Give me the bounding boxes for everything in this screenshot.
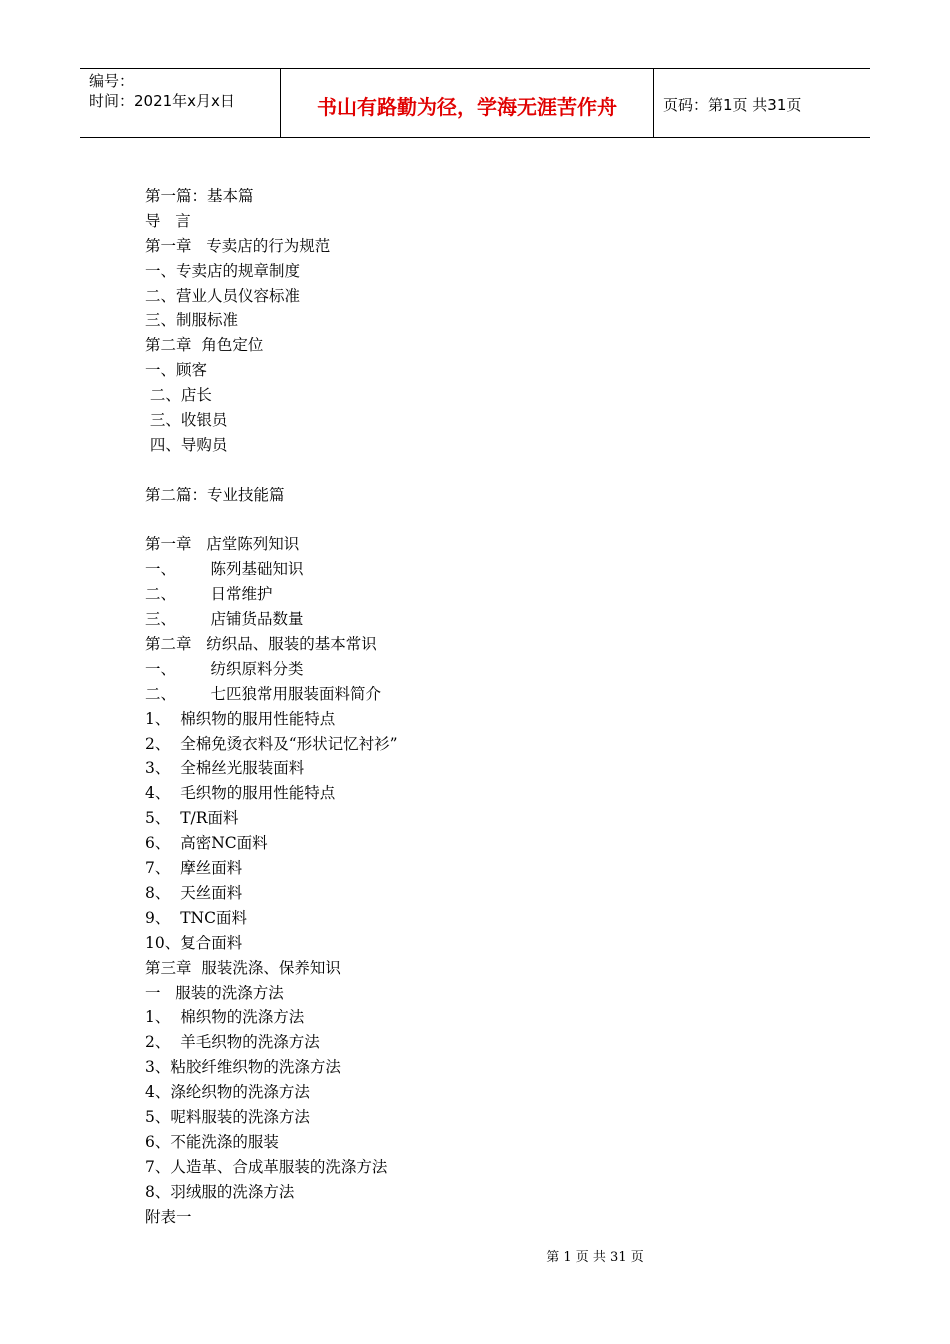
header-motto: 书山有路勤为径，学海无涯苦作舟	[317, 94, 617, 119]
toc-line: 第一篇：基本篇	[145, 187, 254, 205]
toc-line: 7、人造革、合成革服装的洗涤方法	[145, 1157, 388, 1176]
toc-line: 第二篇：专业技能篇	[145, 485, 285, 504]
toc-line: 第三章 服装洗涤、保养知识	[145, 958, 341, 977]
toc-line: 三、 店铺货品数量	[145, 610, 304, 629]
toc-line: 一、顾客	[145, 361, 208, 380]
toc-line: 二、营业人员仪容标准	[145, 286, 301, 305]
toc-line: 9、 TNC面料	[145, 908, 247, 927]
header-left-cell	[80, 69, 281, 137]
toc-line: 三、收银员	[145, 411, 228, 430]
toc-line: 3、 全棉丝光服装面料	[145, 759, 305, 778]
toc-line: 一、专卖店的规章制度	[145, 261, 301, 280]
toc-line: 四、导购员	[145, 435, 228, 454]
toc-line: 4、涤纶织物的洗涤方法	[145, 1083, 310, 1102]
toc-line: 第一章 专卖店的行为规范	[145, 236, 331, 255]
toc-line: 5、呢料服装的洗涤方法	[145, 1107, 310, 1126]
header-motto-cell	[281, 69, 654, 137]
toc-line: 附表一	[145, 1207, 192, 1226]
toc-line: 10、复合面料	[145, 933, 243, 952]
toc-line: 2、 全棉免烫衣料及“形状记忆衬衫”	[145, 734, 398, 753]
header-page-info: 页码：第1页 共31页	[663, 95, 802, 114]
header-page-cell	[654, 69, 870, 137]
toc-line: 1、 棉织物的洗涤方法	[145, 1008, 305, 1027]
table-of-contents	[145, 184, 795, 1229]
page-footer	[0, 1246, 950, 1265]
footer-page-number: 第 1 页 共 31 页	[546, 1250, 644, 1265]
toc-line: 1、 棉织物的服用性能特点	[145, 709, 336, 728]
toc-line: 一、 陈列基础知识	[145, 560, 304, 579]
toc-line: 第二章 纺织品、服装的基本常识	[145, 635, 377, 654]
toc-line: 6、 高密NC面料	[145, 834, 268, 853]
toc-line: 3、粘胶纤维织物的洗涤方法	[145, 1058, 341, 1077]
toc-line: 7、 摩丝面料	[145, 859, 243, 878]
toc-line: 二、 七匹狼常用服装面料简介	[145, 684, 381, 703]
toc-line: 导 言	[145, 211, 191, 230]
toc-line: 二、店长	[145, 386, 212, 405]
toc-line: 8、羽绒服的洗涤方法	[145, 1182, 295, 1201]
document-date-label: 时间：2021年x月x日	[89, 92, 235, 110]
toc-line: 6、不能洗涤的服装	[145, 1132, 279, 1151]
toc-line: 第二章 角色定位	[145, 336, 264, 355]
toc-line: 8、 天丝面料	[145, 883, 243, 902]
toc-line	[145, 508, 795, 533]
toc-line: 4、 毛织物的服用性能特点	[145, 784, 336, 803]
toc-line: 一、 纺织原料分类	[145, 659, 304, 678]
toc-line: 5、 T/R面料	[145, 809, 239, 828]
header-table	[80, 68, 870, 138]
toc-line: 第一章 店堂陈列知识	[145, 535, 300, 554]
toc-line	[145, 458, 795, 483]
document-number-label: 编号：	[89, 72, 135, 90]
toc-line: 2、 羊毛织物的洗涤方法	[145, 1033, 320, 1052]
toc-line: 一 服装的洗涤方法	[145, 983, 284, 1002]
toc-line: 二、 日常维护	[145, 585, 273, 604]
toc-line: 三、制服标准	[145, 311, 239, 330]
